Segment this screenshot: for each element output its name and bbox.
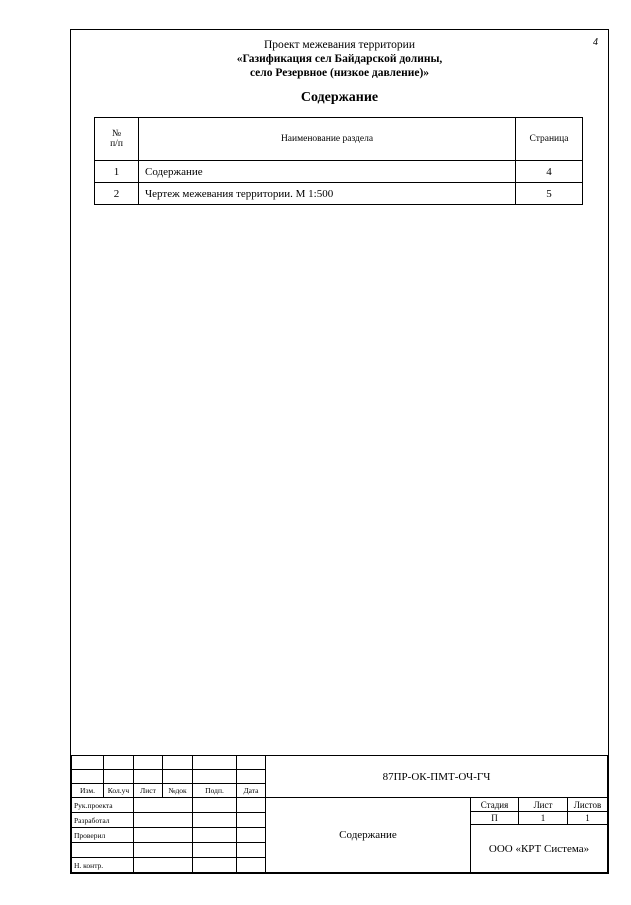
stamp-blank — [133, 842, 193, 858]
stamp-blank — [71, 755, 104, 770]
role-lead: Рук.проекта — [71, 797, 134, 813]
role-developer: Разработал — [71, 812, 134, 828]
header-num — [95, 118, 139, 161]
header-line-2: «Газификация сел Байдарской долины, — [236, 53, 443, 65]
title-block-stamp — [71, 755, 608, 873]
row-num: 1 — [95, 161, 139, 183]
row-name: Чертеж межевания территории. М 1:500 — [139, 183, 516, 205]
stamp-blank — [236, 842, 266, 858]
stamp-blank — [192, 797, 237, 813]
stamp-blank — [192, 769, 237, 784]
stage-value: П — [470, 811, 519, 825]
section-title: Содержание — [300, 90, 379, 105]
sheet-label: Лист — [518, 797, 568, 812]
stamp-col-ndok: №док — [162, 783, 193, 798]
row-num: 2 — [95, 183, 139, 205]
sheet-value: 1 — [518, 811, 568, 825]
stamp-col-list: Лист — [133, 783, 163, 798]
header-line-3: село Резервное (низкое давление)» — [249, 67, 430, 79]
row-page: 4 — [516, 161, 583, 183]
sheets-label: Листов — [567, 797, 608, 812]
stamp-col-podp: Подп. — [192, 783, 237, 798]
row-page: 5 — [516, 183, 583, 205]
role-empty — [71, 842, 134, 858]
stamp-blank — [103, 755, 134, 770]
document-header — [71, 38, 608, 80]
header-line-1: Проект межевания территории — [264, 39, 415, 51]
role-norm-control: Н. контр. — [71, 857, 134, 873]
page-number: 4 — [593, 37, 598, 48]
role-checker: Проверил — [71, 827, 134, 843]
stamp-blank — [71, 769, 104, 784]
stamp-blank — [192, 812, 237, 828]
stamp-blank — [236, 797, 266, 813]
stamp-blank — [236, 827, 266, 843]
stamp-blank — [133, 827, 193, 843]
stamp-blank — [192, 857, 237, 873]
contents-table — [94, 117, 583, 205]
stamp-blank — [103, 769, 134, 784]
sheets-value: 1 — [567, 811, 608, 825]
stamp-blank — [192, 842, 237, 858]
stamp-blank — [192, 755, 237, 770]
table-row — [95, 183, 583, 205]
header-page: Страница — [516, 118, 583, 161]
table-header-row — [95, 118, 583, 161]
stamp-blank — [133, 857, 193, 873]
stamp-blank — [236, 769, 266, 784]
stamp-blank — [133, 797, 193, 813]
company-name: ООО «КРТ Система» — [470, 824, 608, 873]
table-row — [95, 161, 583, 183]
stamp-col-data: Дата — [236, 783, 266, 798]
stamp-col-koluch: Кол.уч — [103, 783, 134, 798]
drawing-frame — [70, 29, 609, 874]
stamp-blank — [236, 857, 266, 873]
row-name: Содержание — [139, 161, 516, 183]
stamp-col-izm: Изм. — [71, 783, 104, 798]
stamp-blank — [133, 755, 163, 770]
stage-label: Стадия — [470, 797, 519, 812]
document-code: 87ПР-ОК-ПМТ-ОЧ-ГЧ — [265, 755, 608, 798]
stamp-blank — [192, 827, 237, 843]
stamp-blank — [236, 755, 266, 770]
stamp-blank — [133, 812, 193, 828]
stamp-blank — [162, 769, 193, 784]
sheet-title: Содержание — [265, 797, 471, 873]
stamp-blank — [236, 812, 266, 828]
stamp-blank — [162, 755, 193, 770]
header-num-text: № п/п — [110, 129, 123, 149]
stamp-blank — [133, 769, 163, 784]
header-name: Наименование раздела — [139, 118, 516, 161]
